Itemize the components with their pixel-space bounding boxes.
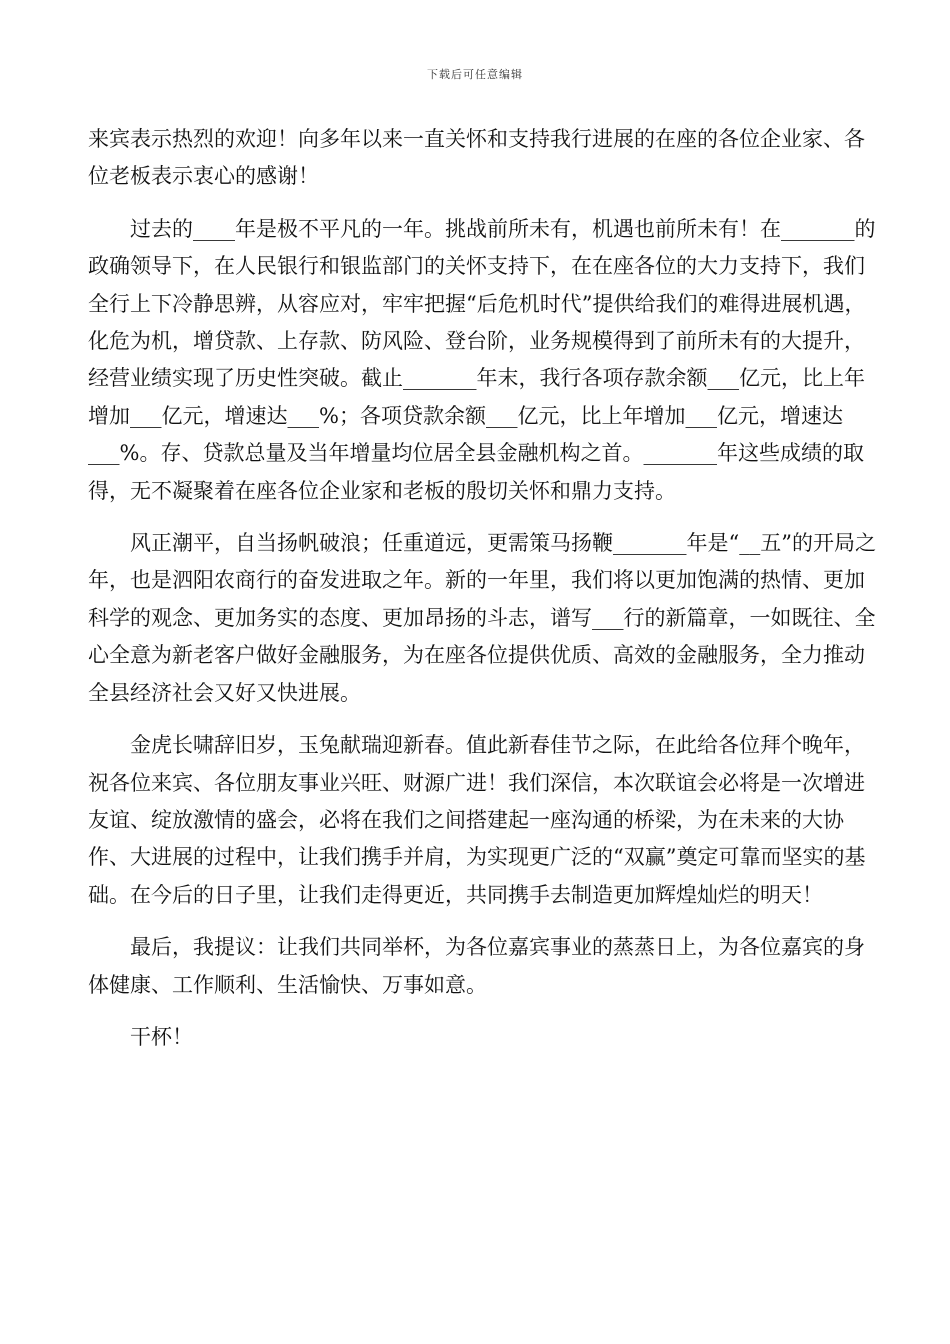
paragraph-6: 干杯！ (130, 1024, 193, 1049)
paragraph-1: 来宾表示热烈的欢迎！向多年以来一直关怀和支持我行进展的在座的各位企业家、各位老板表示衷心的感谢！ (88, 127, 865, 189)
page-header: 下载后可任意编辑 (427, 68, 523, 81)
paragraph-5: 最后，我提议：让我们共同举杯，为各位嘉宾事业的蒸蒸日上，为各位嘉宾的身体健康、工作顺利、生活愉快、万事如意。 (88, 935, 865, 997)
paragraph-3: 风正潮平，自当扬帆破浪；任重道远，更需策马扬鞭_______年是“__五”的开局之年，也是泗阳农商行的奋发进取之年。新的一年里，我们将以更加饱满的热情、更加科学的观念、更加务实的态度、更加昂扬的斗志，谱写___行的新篇章，一如既往、全心全意为新老客户做好金融服务，为在座各位提供优质、高效的金融服务，全力推动全县经济社会又好又快进展。 (88, 531, 876, 705)
document-body (88, 121, 878, 1071)
paragraph-2: 过去的____年是极不平凡的一年。挑战前所未有，机遇也前所未有！在_______的政确领导下，在人民银行和银监部门的关怀支持下，在在座各位的大力支持下，我们全行上下冷静思辨，从容应对，牢牢把握“后危机时代”提供给我们的难得进展机遇，化危为机，增贷款、上存款、防风险、登台阶，业务规模得到了前所未有的大提升，经营业绩实现了历史性突破。截止_______年末，我行各项存款余额___亿元，比上年增加___亿元，增速达___%；各项贷款余额___亿元，比上年增加___亿元，增速达___%。存、贷款总量及当年增量均位居全县金融机构之首。_______年这些成绩的取得，无不凝聚着在座各位企业家和老板的殷切关怀和鼎力支持。 (88, 216, 876, 503)
paragraph-4: 金虎长啸辞旧岁，玉兔献瑞迎新春。值此新春佳节之际，在此给各位拜个晚年，祝各位来宾、各位朋友事业兴旺、财源广进！我们深信，本次联谊会必将是一次增进友谊、绽放激情的盛会，必将在我们之间搭建起一座沟通的桥梁，为在未来的大协作、大进展的过程中，让我们携手并肩，为实现更广泛的“双赢”奠定可靠而坚实的基础。在今后的日子里，让我们走得更近，共同携手去制造更加辉煌灿烂的明天！ (88, 733, 866, 907)
